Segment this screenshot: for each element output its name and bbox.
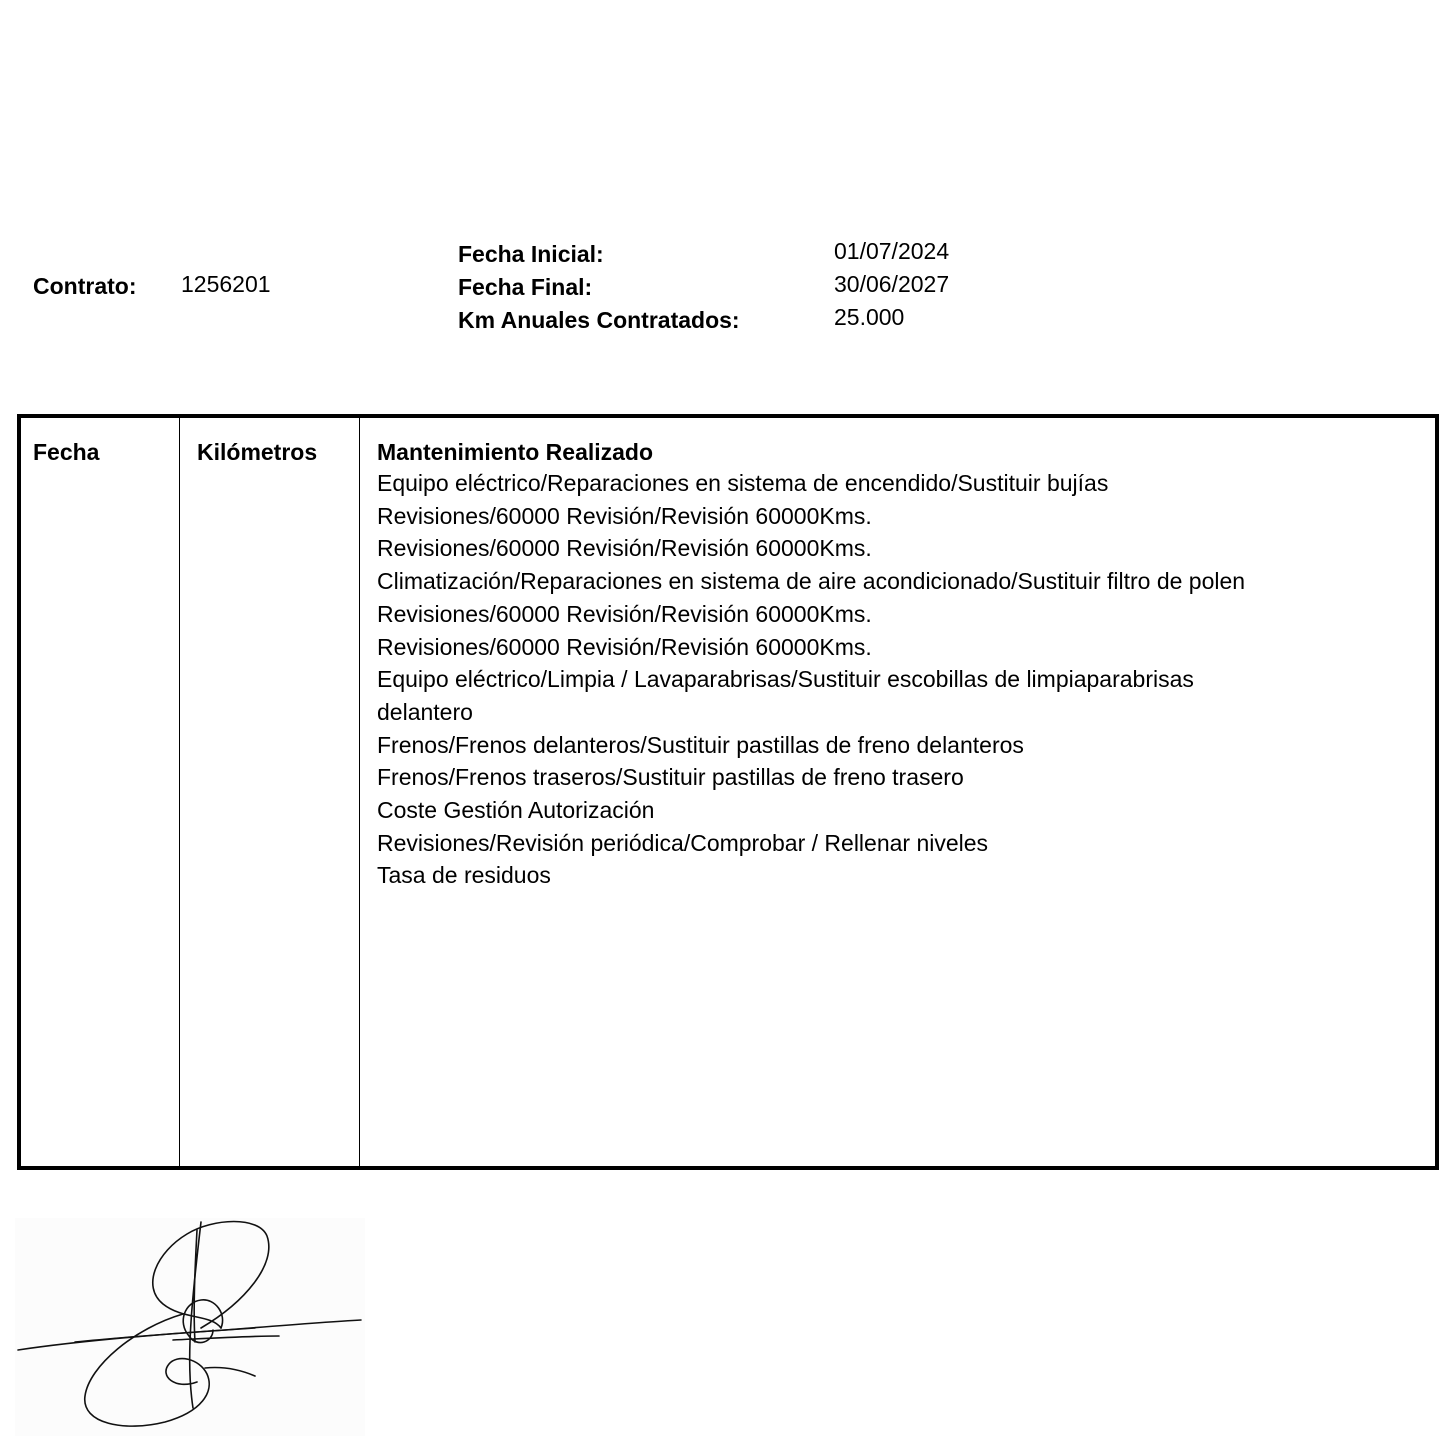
contrato-value: 1256201 [181,271,271,297]
column-header-kilometros: Kilómetros [197,439,318,465]
column-header-fecha: Fecha [33,439,100,465]
maintenance-item: Coste Gestión Autorización [377,797,655,824]
maintenance-item: Equipo eléctrico/Reparaciones en sistema de encendido/Sustituir bujías [377,470,1109,496]
fecha-inicial-value: 01/07/2024 [834,238,950,264]
maintenance-item: Revisiones/60000 Revisión/Revisión 60000Kms. [377,502,872,529]
maintenance-table [17,414,1439,1170]
maintenance-item: Equipo eléctrico/Limpia / Lavaparabrisas/Sustituir escobillas de limpiaparabrisas delantero [377,666,1194,725]
maintenance-item: Tasa de residuos [377,862,551,889]
column-header-mantenimiento: Mantenimiento Realizado [377,439,654,465]
signature-drawing [15,1218,365,1436]
fecha-final-label: Fecha Final: [458,274,593,300]
signature [15,1218,365,1436]
contrato-label: Contrato: [33,273,137,299]
column-divider [359,418,360,1166]
maintenance-item: Climatización/Reparaciones en sistema de aire acondicionado/Sustituir filtro de polen [377,568,1246,595]
maintenance-list [377,467,1277,892]
maintenance-item: Revisiones/Revisión periódica/Comprobar / Rellenar niveles [377,829,989,856]
fecha-final-value: 30/06/2027 [834,271,950,297]
km-anuales-value: 25.000 [834,304,905,330]
maintenance-item: Revisiones/60000 Revisión/Revisión 60000Kms. [377,600,872,627]
maintenance-item: Frenos/Frenos traseros/Sustituir pastillas de freno trasero [377,764,964,791]
maintenance-item: Frenos/Frenos delanteros/Sustituir pastillas de freno delanteros [377,731,1024,758]
maintenance-item: Revisiones/60000 Revisión/Revisión 60000Kms. [377,535,872,562]
km-anuales-label: Km Anuales Contratados: [458,307,740,333]
fecha-inicial-label: Fecha Inicial: [458,241,604,267]
maintenance-item: Revisiones/60000 Revisión/Revisión 60000Kms. [377,633,872,660]
column-divider [179,418,180,1166]
